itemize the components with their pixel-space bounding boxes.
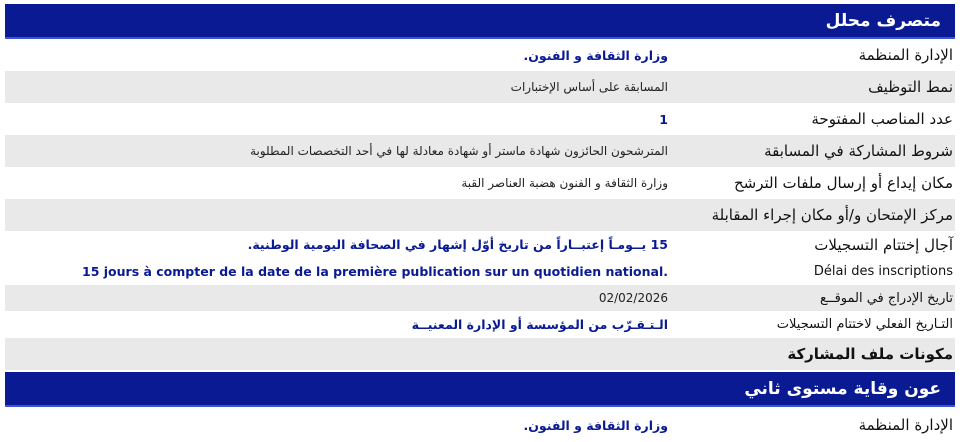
row-label: نمط التوظيف	[868, 78, 953, 96]
row-label: مكان إيداع أو إرسال ملفات الترشح	[733, 174, 953, 192]
row-value: وزارة الثقافة و الفنون هضبة العناصر القبة	[461, 176, 668, 190]
info-row	[5, 199, 955, 232]
row-value	[5, 338, 670, 370]
row-label: الإدارة المنظمة	[858, 46, 953, 64]
info-row	[5, 167, 955, 200]
info-row	[5, 103, 955, 136]
section-header: متصرف محلل	[5, 4, 955, 39]
row-label: آجال إختتام التسجيلات	[814, 235, 953, 254]
row-label: عدد المناصب المفتوحة	[811, 110, 953, 128]
row-value: 02/02/2026	[598, 291, 668, 305]
row-label: مركز الإمتحان و/أو مكان إجراء المقابلة	[711, 206, 953, 224]
row-value: وزارة الثقافة و الفنون.	[523, 417, 668, 433]
info-row	[5, 71, 955, 104]
row-label: Délai des inscriptions	[813, 264, 953, 279]
row-value: 1	[659, 111, 668, 127]
job-listing	[5, 0, 955, 434]
row-label: التـاريخ الفعلي لاختتام التسجيلات	[776, 317, 953, 332]
info-row	[5, 258, 955, 286]
info-row	[5, 311, 955, 339]
row-value: الـتـقـرّب من المؤسسة أو الإدارة المعنيــة	[411, 317, 668, 332]
row-value	[5, 199, 670, 231]
section-header: عون وقاية مستوى ثاني	[5, 372, 955, 407]
info-row	[5, 409, 955, 442]
row-label: شروط المشاركة في المسابقة	[764, 142, 953, 160]
info-row	[5, 285, 955, 312]
row-label: الإدارة المنظمة	[858, 416, 953, 434]
info-row	[5, 135, 955, 168]
row-value: المترشحون الحائزون شهادة ماستر أو شهادة معادلة لها في أحد التخصصات المطلوبة	[250, 144, 668, 158]
row-value: المسابقة على أساس الإختبارات	[510, 80, 668, 94]
row-value: 15 jours à compter de la date de la première publication sur un quotidien national.	[82, 264, 668, 279]
info-row	[5, 338, 955, 371]
row-value: وزارة الثقافة و الفنون.	[523, 47, 668, 63]
row-value: 15 يــومـاً إعتبــاراً من تاريخ أوّل إشهار في الصحافة اليومية الوطنية.	[247, 237, 668, 252]
info-row	[5, 231, 955, 259]
row-label: تاريخ الإدراج في الموقــع	[820, 290, 953, 306]
info-row	[5, 39, 955, 72]
row-label: مكونات ملف المشاركة	[787, 345, 953, 363]
